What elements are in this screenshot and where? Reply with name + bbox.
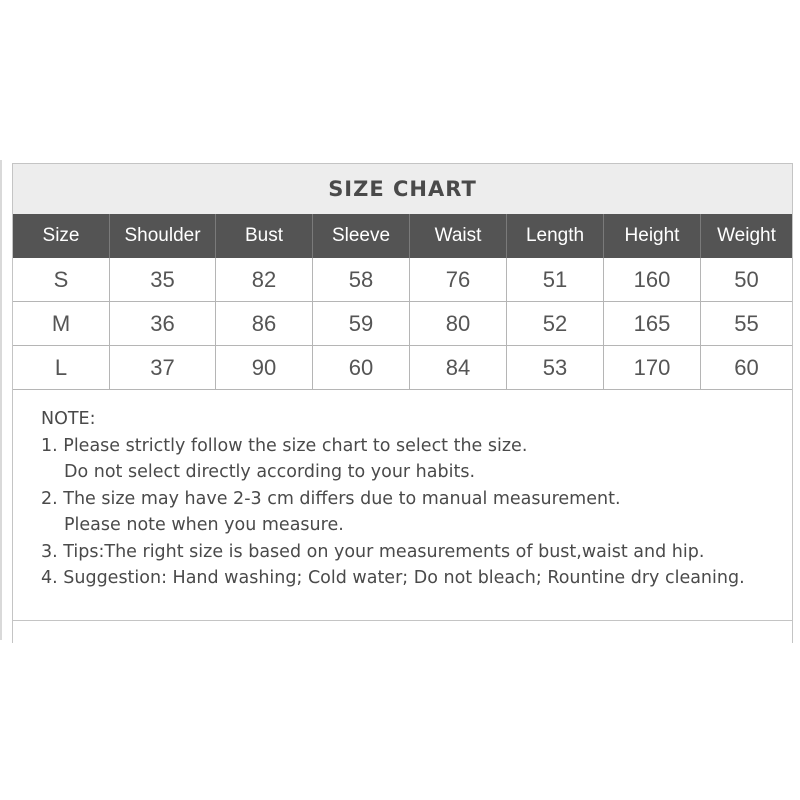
note-line: 3. Tips:The right size is based on your measurements of bust,waist and hip. <box>41 541 705 562</box>
table-row <box>13 302 792 346</box>
size-table-header <box>13 214 792 258</box>
size-table <box>13 214 792 390</box>
table-cell: S <box>13 258 110 302</box>
column-header-shoulder: Shoulder <box>110 214 216 258</box>
column-header-sleeve: Sleeve <box>313 214 410 258</box>
table-cell: 36 <box>110 302 216 346</box>
column-header-size: Size <box>13 214 110 258</box>
column-header-height: Height <box>604 214 701 258</box>
table-cell: 52 <box>507 302 604 346</box>
left-divider <box>0 160 2 640</box>
table-cell: 160 <box>604 258 701 302</box>
note-line: 1. Please strictly follow the size chart to select the size. <box>41 435 528 456</box>
table-row <box>13 258 792 302</box>
note-line: Do not select directly according to your habits. <box>64 462 476 482</box>
note-line: 4. Suggestion: Hand washing; Cold water; Do not bleach; Rountine dry cleaning. <box>41 568 745 588</box>
table-cell: 86 <box>216 302 313 346</box>
notes-heading: NOTE: <box>41 409 96 429</box>
column-header-waist: Waist <box>410 214 507 258</box>
table-cell: 55 <box>701 302 793 346</box>
table-row <box>13 346 792 390</box>
table-cell: 53 <box>507 346 604 390</box>
table-cell: L <box>13 346 110 390</box>
column-header-length: Length <box>507 214 604 258</box>
table-cell: 35 <box>110 258 216 302</box>
table-cell: 82 <box>216 258 313 302</box>
table-cell: 58 <box>313 258 410 302</box>
table-cell: 37 <box>110 346 216 390</box>
table-cell: 165 <box>604 302 701 346</box>
table-cell: 51 <box>507 258 604 302</box>
table-cell: 60 <box>701 346 793 390</box>
size-chart-card <box>12 163 793 643</box>
table-cell: 50 <box>701 258 793 302</box>
table-cell: 76 <box>410 258 507 302</box>
size-chart-title: SIZE CHART <box>13 164 792 214</box>
table-cell: 80 <box>410 302 507 346</box>
notes-section <box>13 390 792 621</box>
table-cell: 90 <box>216 346 313 390</box>
note-line: 2. The size may have 2-3 cm differs due to manual measurement. <box>41 488 621 509</box>
column-header-weight: Weight <box>701 214 793 258</box>
table-cell: M <box>13 302 110 346</box>
table-cell: 84 <box>410 346 507 390</box>
column-header-bust: Bust <box>216 214 313 258</box>
table-cell: 59 <box>313 302 410 346</box>
table-cell: 170 <box>604 346 701 390</box>
table-cell: 60 <box>313 346 410 390</box>
note-line: Please note when you measure. <box>64 515 344 535</box>
